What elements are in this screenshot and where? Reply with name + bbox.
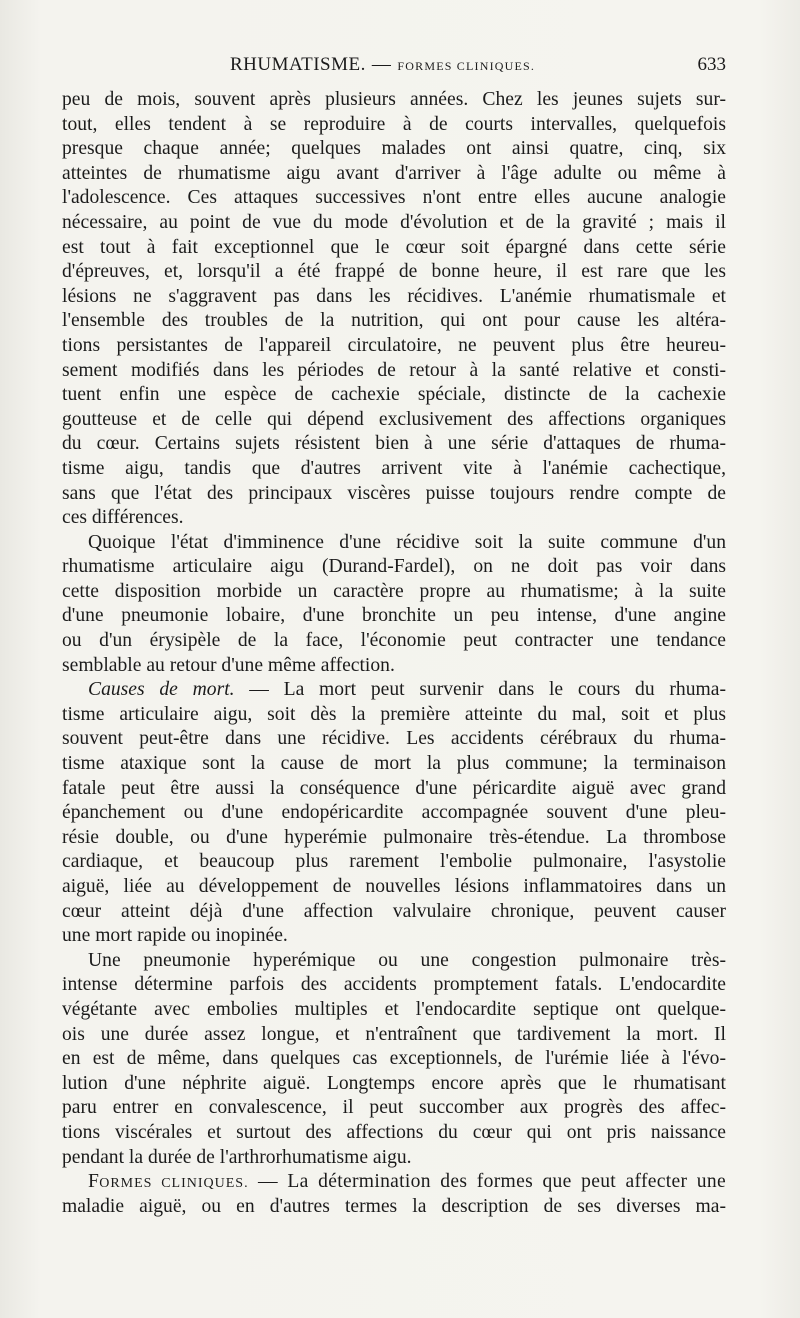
text-line: presque chaque année; quelques malades ont ainsi quatre, cinq, six	[62, 138, 726, 160]
text-line: en est de même, dans quelques cas exceptionnels, de l'urémie liée à l'évo-	[62, 1048, 726, 1070]
text-line: épanchement ou d'une endopéricardite accompagnée souvent d'une pleu-	[62, 802, 726, 824]
text-line: tout, elles tendent à se reproduire à de courts intervalles, quelquefois	[62, 113, 726, 135]
text-line: sement modifiés dans les périodes de retour à la santé relative et consti-	[62, 359, 726, 381]
text-line	[62, 1170, 726, 1195]
text-line: cardiaque, et beaucoup plus rarement l'embolie pulmonaire, l'asystolie	[62, 851, 726, 873]
section-heading-causes: Causes de mort.	[88, 679, 235, 701]
text-line: résie double, ou d'une hyperémie pulmonaire très-étendue. La thrombose	[62, 826, 726, 848]
text-line: maladie aiguë, ou en d'autres termes la description de ses diverses ma-	[62, 1195, 726, 1217]
text-line: aiguë, liée au développement de nouvelles lésions inflammatoires dans un	[62, 876, 726, 897]
text-line: ou d'un érysipèle de la face, l'économie peut contracter une tendance	[62, 630, 726, 652]
text-line: tions persistantes de l'appareil circulatoire, ne peuvent plus être heureu-	[62, 334, 726, 356]
text-line: lution d'une néphrite aiguë. Longtemps encore après que le rhumatisant	[62, 1072, 726, 1094]
text-line: tions viscérales et surtout des affections du cœur qui ont pris naissance	[62, 1121, 726, 1143]
text-line: une mort rapide ou inopinée.	[62, 925, 288, 947]
text-line: rhumatisme articulaire aigu (Durand-Fardel), on ne doit pas voir dans	[62, 556, 726, 578]
text-line: végétante avec embolies multiples et l'endocardite septique ont quelque-	[62, 998, 726, 1020]
section-text: — La détermination des formes que peut affecter une	[248, 1171, 726, 1193]
text-line: cette disposition morbide un caractère propre au rhumatisme; à la suite	[62, 580, 726, 602]
text-line: intense détermine parfois des accidents promptement fatals. L'endocardite	[62, 974, 726, 996]
text-line: Quoique l'état d'imminence d'une récidive soit la suite commune d'un	[88, 531, 726, 553]
text-line: tuent enfin une espèce de cachexie spéciale, distincte de la cachexie	[62, 384, 726, 406]
text-line: tisme ataxique sont la cause de mort la plus commune; la terminaison	[62, 753, 726, 775]
text-line: goutteuse et de celle qui dépend exclusivement des affections organiques	[62, 408, 726, 430]
text-line: ces différences.	[62, 507, 184, 529]
text-line: du cœur. Certains sujets résistent bien à une série d'attaques de rhuma-	[62, 433, 726, 455]
text-line: lésions ne s'aggravent pas dans les récidives. L'anémie rhumatismale et	[62, 285, 726, 307]
running-title	[230, 54, 535, 76]
section-text: — La mort peut survenir dans le cours du rhuma-	[234, 679, 726, 701]
text-line: semblable au retour d'une même affection.	[62, 654, 395, 676]
text-line: tisme articulaire aigu, soit dès la première atteinte du mal, soit et plus	[62, 703, 726, 725]
text-line: d'une pneumonie lobaire, d'une bronchite un peu intense, d'une angine	[62, 605, 726, 627]
text-line: sans que l'état des principaux viscères puisse toujours rendre compte de	[62, 482, 726, 504]
text-line: l'ensemble des troubles de la nutrition, qui ont pour cause les altéra-	[62, 310, 726, 332]
text-line: nécessaire, au point de vue du mode d'évolution et de la gravité ; mais il	[62, 211, 726, 233]
header-subtitle: FORMES CLINIQUES.	[397, 59, 536, 73]
header-title: RHUMATISME.	[230, 54, 366, 75]
text-line: pendant la durée de l'arthrorhumatisme aigu.	[62, 1146, 412, 1168]
text-line: tisme aigu, tandis que d'autres arrivent vite à l'anémie cachectique,	[62, 457, 726, 479]
text-line: Une pneumonie hyperémique ou une congestion pulmonaire très-	[88, 949, 726, 971]
running-header	[62, 54, 726, 82]
text-line	[62, 678, 726, 703]
header-dash: —	[371, 54, 392, 75]
text-line: d'épreuves, et, lorsqu'il a été frappé de bonne heure, il est rare que les	[62, 261, 726, 283]
section-heading-formes: ORMES CLINIQUES.	[99, 1176, 249, 1192]
section-heading-formes-initial: F	[88, 1171, 100, 1193]
text-line: est tout à fait exceptionnel que le cœur soit épargné dans cette série	[62, 236, 726, 258]
text-line: ois une durée assez longue, et n'entraînent que tardivement la mort. Il	[62, 1023, 726, 1045]
text-line: peu de mois, souvent après plusieurs années. Chez les jeunes sujets sur-	[62, 89, 726, 110]
text-line: l'adolescence. Ces attaques successives n'ont entre elles aucune analogie	[62, 187, 726, 209]
text-line: atteintes de rhumatisme aigu avant d'arriver à l'âge adulte ou même à	[62, 162, 726, 184]
text-line: paru entrer en convalescence, il peut succomber aux progrès des affec-	[62, 1097, 726, 1119]
text-line: cœur atteint déjà d'une affection valvulaire chronique, peuvent causer	[62, 900, 726, 922]
text-line: souvent peut-être dans une récidive. Les accidents cérébraux du rhuma-	[62, 728, 726, 750]
body-text	[62, 88, 726, 1219]
page-number: 633	[697, 54, 726, 75]
text-line: fatale peut être aussi la conséquence d'une péricardite aiguë avec grand	[62, 777, 726, 799]
